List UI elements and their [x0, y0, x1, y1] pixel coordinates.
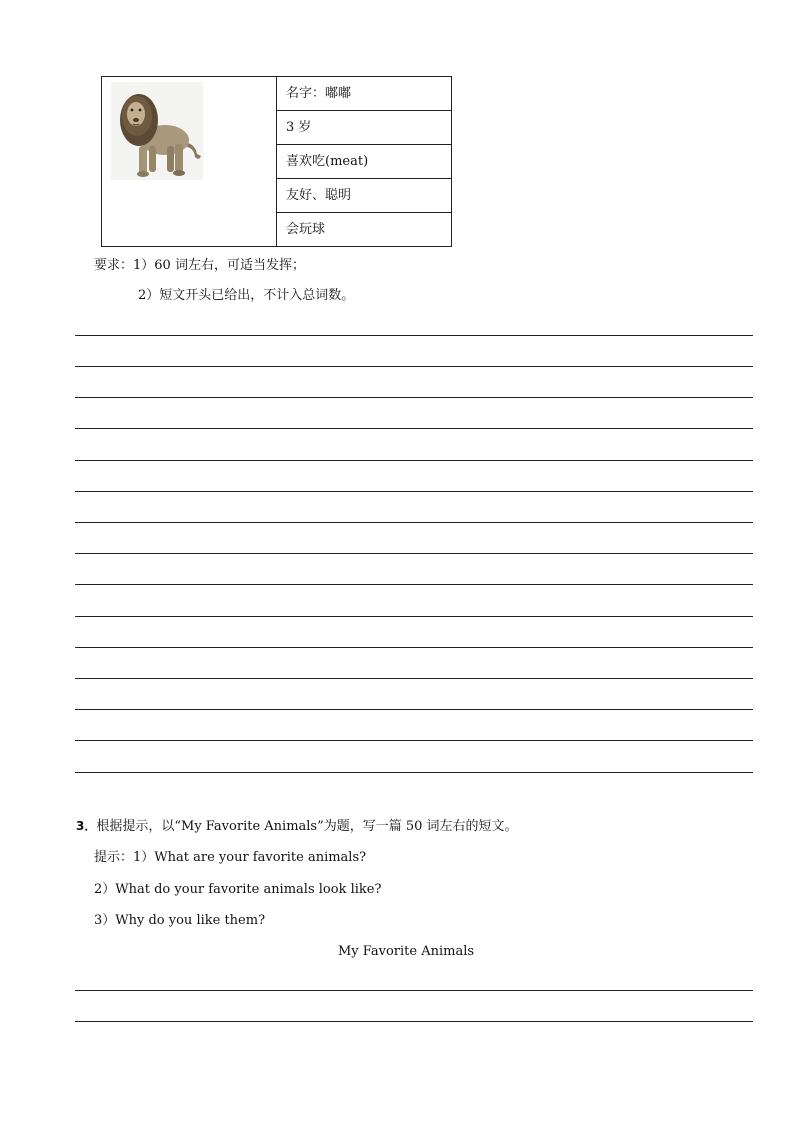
writing-line [75, 709, 753, 710]
hint-3: 3）Why do you like them? [94, 913, 266, 928]
lion-image-cell [102, 77, 277, 247]
question-3-prompt [76, 818, 518, 835]
question-text: 根据提示，以“My Favorite Animals”为题，写一篇 50 词左右的短文。 [96, 819, 518, 834]
requirement-2: 2）短文开头已给出，不计入总词数。 [138, 288, 355, 303]
writing-line [75, 491, 753, 492]
info-table [101, 76, 452, 247]
writing-line [75, 428, 753, 429]
info-name: 名字：嘟嘟 [277, 77, 452, 111]
essay-title: My Favorite Animals [337, 944, 475, 959]
writing-line [75, 460, 753, 461]
writing-line [75, 990, 753, 991]
info-food: 喜欢吃(meat) [277, 145, 452, 179]
lion-illustration [111, 82, 203, 180]
writing-line [75, 553, 753, 554]
writing-line [75, 397, 753, 398]
writing-line [75, 740, 753, 741]
hint-1: 提示：1）What are your favorite animals? [94, 850, 367, 865]
hint-2: 2）What do your favorite animals look like? [94, 882, 382, 897]
info-skill: 会玩球 [277, 213, 452, 247]
writing-line [75, 647, 753, 648]
writing-line [75, 1021, 753, 1022]
writing-line [75, 366, 753, 367]
writing-line [75, 522, 753, 523]
info-personality: 友好、聪明 [277, 179, 452, 213]
writing-line [75, 584, 753, 585]
writing-line [75, 335, 753, 336]
requirement-1: 要求：1）60 词左右，可适当发挥； [94, 258, 305, 273]
writing-line [75, 772, 753, 773]
info-age: 3 岁 [277, 111, 452, 145]
writing-line [75, 678, 753, 679]
writing-line [75, 616, 753, 617]
lion-image [111, 82, 203, 180]
question-number: 3． [76, 819, 97, 833]
